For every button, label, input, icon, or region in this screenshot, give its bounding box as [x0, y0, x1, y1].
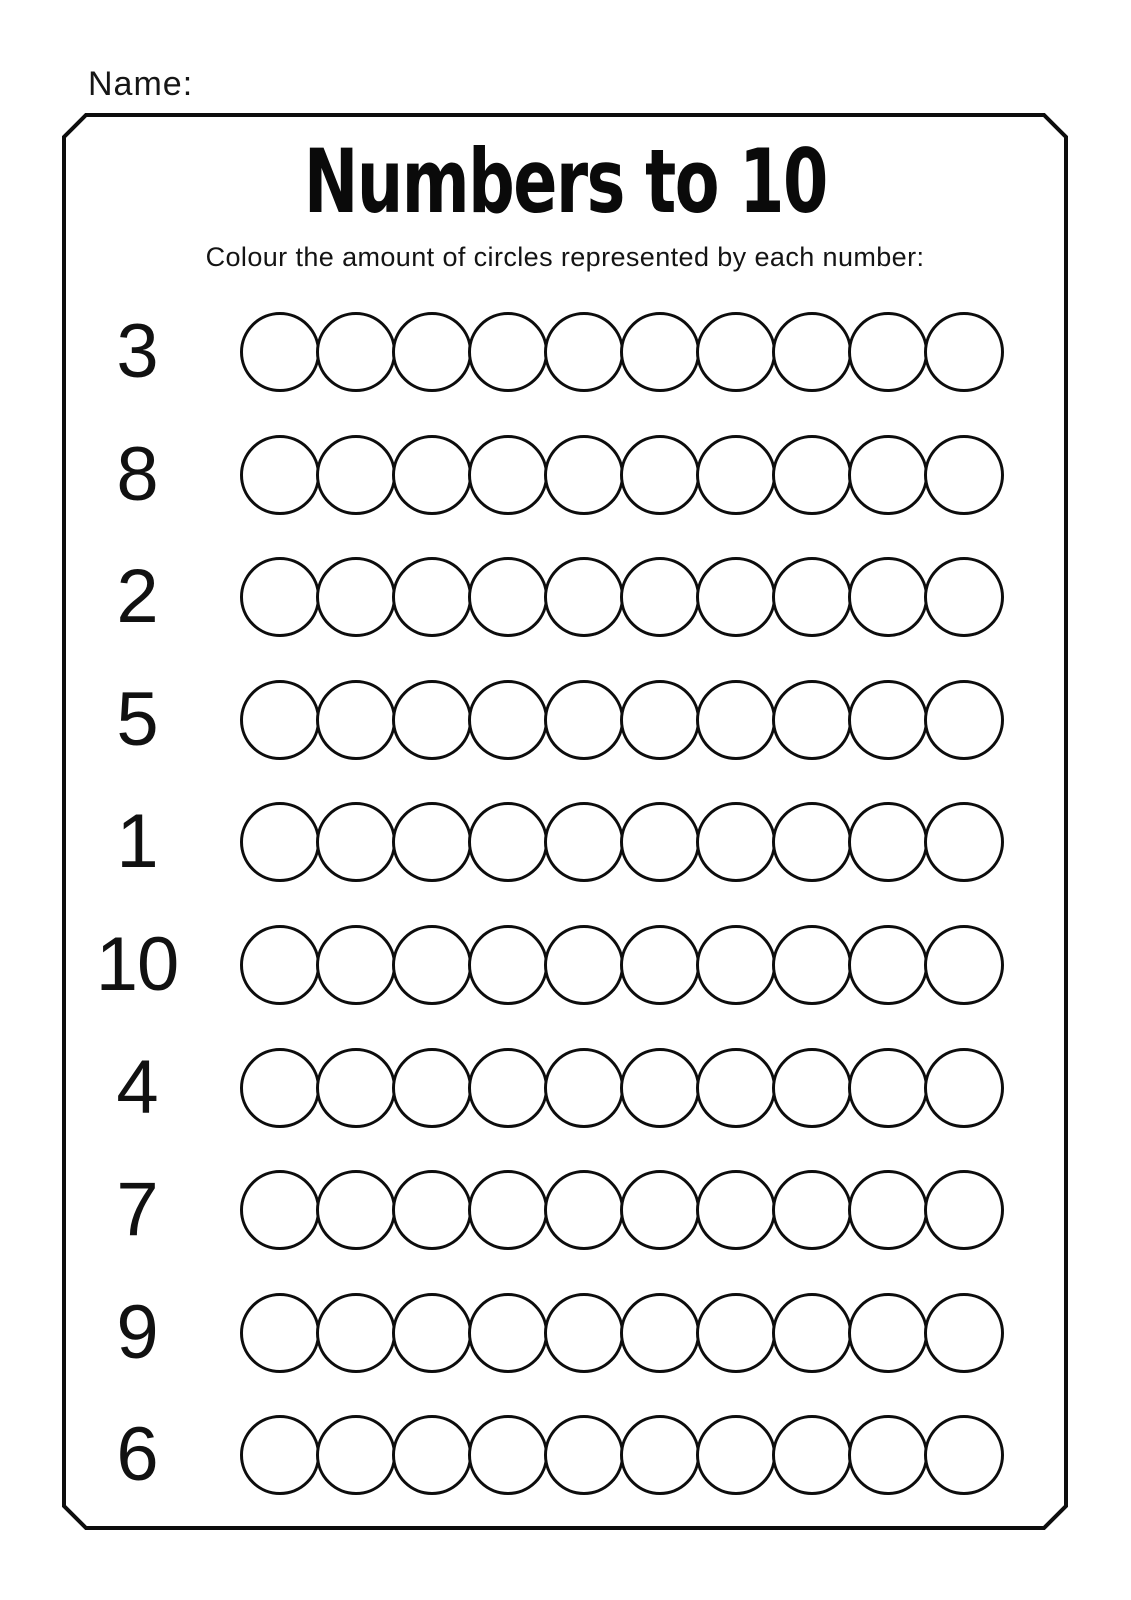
colour-circle[interactable]	[696, 1170, 776, 1250]
worksheet-row	[62, 1167, 1068, 1253]
colour-circle[interactable]	[468, 680, 548, 760]
circle-row	[240, 312, 1004, 392]
colour-circle[interactable]	[240, 1415, 320, 1495]
colour-circle[interactable]	[544, 1170, 624, 1250]
instruction-text: Colour the amount of circles represented by each number:	[205, 242, 925, 272]
row-number-label: 5	[116, 676, 158, 762]
colour-circle[interactable]	[620, 802, 700, 882]
colour-circle[interactable]	[848, 435, 928, 515]
colour-circle[interactable]	[316, 925, 396, 1005]
worksheet-row	[62, 431, 1068, 517]
colour-circle[interactable]	[316, 1048, 396, 1128]
worksheet-row	[62, 1289, 1068, 1375]
instruction-container	[62, 242, 1068, 273]
colour-circle[interactable]	[240, 802, 320, 882]
worksheet-row	[62, 309, 1068, 394]
colour-circle[interactable]	[620, 1293, 700, 1373]
worksheet-row	[62, 799, 1068, 885]
colour-circle[interactable]	[696, 312, 776, 392]
colour-circle[interactable]	[544, 680, 624, 760]
title-container	[62, 130, 1068, 233]
colour-circle[interactable]	[924, 1415, 1004, 1495]
colour-circle[interactable]	[316, 435, 396, 515]
colour-circle[interactable]	[544, 312, 624, 392]
colour-circle[interactable]	[620, 435, 700, 515]
colour-circle[interactable]	[696, 557, 776, 637]
colour-circle[interactable]	[468, 312, 548, 392]
circle-row	[240, 1415, 1004, 1495]
colour-circle[interactable]	[696, 802, 776, 882]
circle-row	[240, 925, 1004, 1005]
colour-circle[interactable]	[620, 312, 700, 392]
row-number-label: 1	[116, 799, 158, 885]
colour-circle[interactable]	[848, 1415, 928, 1495]
colour-circle[interactable]	[240, 435, 320, 515]
colour-circle[interactable]	[848, 1048, 928, 1128]
colour-circle[interactable]	[924, 312, 1004, 392]
colour-circle[interactable]	[316, 802, 396, 882]
circle-row	[240, 680, 1004, 760]
circle-row	[240, 1293, 1004, 1373]
colour-circle[interactable]	[316, 1293, 396, 1373]
colour-circle[interactable]	[696, 925, 776, 1005]
circle-row	[240, 802, 1004, 882]
worksheet-row	[62, 922, 1068, 1007]
colour-circle[interactable]	[772, 1293, 852, 1373]
colour-circle[interactable]	[392, 1293, 472, 1373]
page-title: Numbers to 10	[303, 130, 827, 233]
colour-circle[interactable]	[924, 1048, 1004, 1128]
colour-circle[interactable]	[392, 1170, 472, 1250]
worksheet-row	[62, 554, 1068, 640]
colour-circle[interactable]	[316, 1415, 396, 1495]
colour-circle[interactable]	[696, 1293, 776, 1373]
worksheet-row	[62, 1412, 1068, 1498]
colour-circle[interactable]	[620, 925, 700, 1005]
row-number-label: 8	[116, 431, 158, 517]
colour-circle[interactable]	[240, 312, 320, 392]
colour-circle[interactable]	[544, 1048, 624, 1128]
colour-circle[interactable]	[772, 1415, 852, 1495]
colour-circle[interactable]	[240, 1293, 320, 1373]
colour-circle[interactable]	[772, 802, 852, 882]
colour-circle[interactable]	[620, 1048, 700, 1128]
circle-row	[240, 1170, 1004, 1250]
circle-row	[240, 557, 1004, 637]
row-number-label: 6	[116, 1412, 158, 1498]
colour-circle[interactable]	[924, 802, 1004, 882]
colour-circle[interactable]	[620, 1170, 700, 1250]
colour-circle[interactable]	[772, 1048, 852, 1128]
colour-circle[interactable]	[620, 557, 700, 637]
worksheet-row	[62, 1044, 1068, 1130]
colour-circle[interactable]	[544, 925, 624, 1005]
colour-circle[interactable]	[544, 802, 624, 882]
colour-circle[interactable]	[924, 435, 1004, 515]
circle-row	[240, 435, 1004, 515]
colour-circle[interactable]	[772, 680, 852, 760]
colour-circle[interactable]	[924, 925, 1004, 1005]
colour-circle[interactable]	[468, 1048, 548, 1128]
row-number-label: 7	[116, 1167, 158, 1253]
colour-circle[interactable]	[544, 1293, 624, 1373]
colour-circle[interactable]	[240, 680, 320, 760]
colour-circle[interactable]	[544, 557, 624, 637]
colour-circle[interactable]	[848, 802, 928, 882]
row-number-label: 4	[116, 1044, 158, 1130]
colour-circle[interactable]	[468, 1293, 548, 1373]
colour-circle[interactable]	[696, 1415, 776, 1495]
colour-circle[interactable]	[772, 557, 852, 637]
colour-circle[interactable]	[544, 1415, 624, 1495]
colour-circle[interactable]	[468, 557, 548, 637]
name-label: Name:	[88, 65, 194, 103]
colour-circle[interactable]	[316, 557, 396, 637]
colour-circle[interactable]	[848, 1293, 928, 1373]
colour-circle[interactable]	[240, 1170, 320, 1250]
colour-circle[interactable]	[772, 925, 852, 1005]
row-number-label: 9	[116, 1289, 158, 1375]
colour-circle[interactable]	[848, 925, 928, 1005]
colour-circle[interactable]	[392, 925, 472, 1005]
colour-circle[interactable]	[544, 435, 624, 515]
colour-circle[interactable]	[772, 1170, 852, 1250]
colour-circle[interactable]	[924, 680, 1004, 760]
colour-circle[interactable]	[696, 435, 776, 515]
colour-circle[interactable]	[696, 1048, 776, 1128]
colour-circle[interactable]	[240, 1048, 320, 1128]
colour-circle[interactable]	[620, 1415, 700, 1495]
colour-circle[interactable]	[392, 1048, 472, 1128]
colour-circle[interactable]	[316, 680, 396, 760]
colour-circle[interactable]	[620, 680, 700, 760]
colour-circle[interactable]	[924, 557, 1004, 637]
colour-circle[interactable]	[392, 680, 472, 760]
circle-row	[240, 1048, 1004, 1128]
colour-circle[interactable]	[848, 312, 928, 392]
colour-circle[interactable]	[848, 680, 928, 760]
colour-circle[interactable]	[392, 435, 472, 515]
colour-circle[interactable]	[772, 312, 852, 392]
row-number-label: 2	[116, 554, 158, 640]
row-number-label: 10	[95, 922, 179, 1007]
colour-circle[interactable]	[392, 557, 472, 637]
colour-circle[interactable]	[392, 1415, 472, 1495]
row-number-label: 3	[116, 309, 158, 394]
colour-circle[interactable]	[696, 680, 776, 760]
colour-circle[interactable]	[468, 1415, 548, 1495]
colour-circle[interactable]	[468, 925, 548, 1005]
colour-circle[interactable]	[392, 312, 472, 392]
colour-circle[interactable]	[848, 1170, 928, 1250]
colour-circle[interactable]	[240, 925, 320, 1005]
colour-circle[interactable]	[772, 435, 852, 515]
colour-circle[interactable]	[468, 802, 548, 882]
colour-circle[interactable]	[848, 557, 928, 637]
colour-circle[interactable]	[392, 802, 472, 882]
colour-circle[interactable]	[468, 1170, 548, 1250]
colour-circle[interactable]	[316, 312, 396, 392]
worksheet-row	[62, 676, 1068, 762]
colour-circle[interactable]	[924, 1170, 1004, 1250]
colour-circle[interactable]	[316, 1170, 396, 1250]
colour-circle[interactable]	[240, 557, 320, 637]
colour-circle[interactable]	[468, 435, 548, 515]
colour-circle[interactable]	[924, 1293, 1004, 1373]
